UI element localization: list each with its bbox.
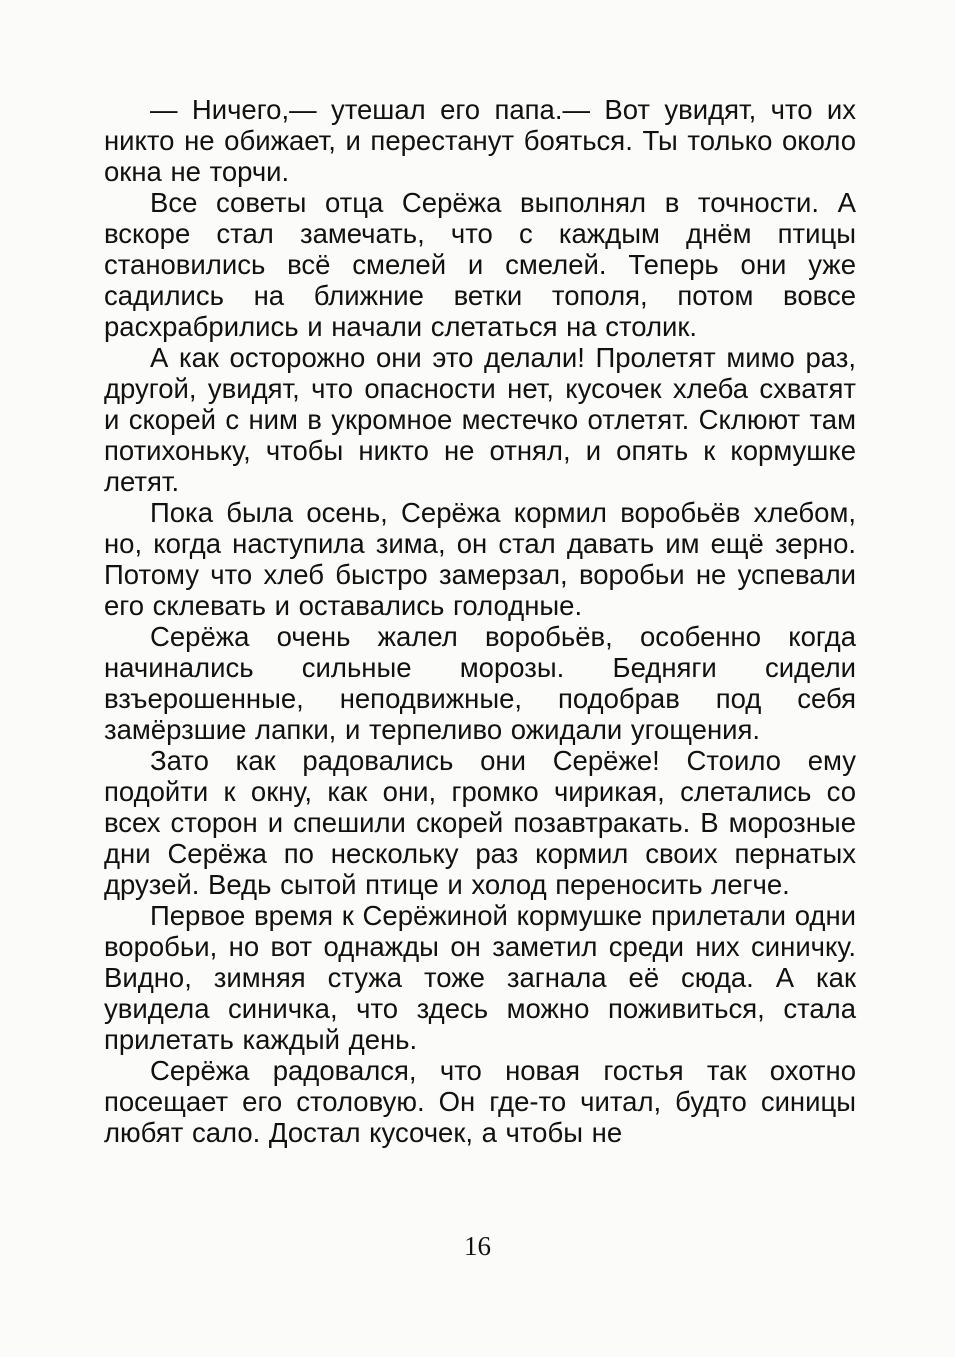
body-text (104, 94, 856, 1148)
paragraph-2: Все советы отца Серёжа выполнял в точности. А вскоре стал замечать, что с каждым днём птицы становились всё смелей и смелей. Теперь они уже садились на ближние ветки тополя, потом вовсе расхрабрились и начали слетаться на столик. (104, 187, 856, 342)
page-number: 16 (464, 1231, 491, 1261)
paragraph-8: Серёжа радовался, что новая гостья так охотно посещает его столовую. Он где-то читал, будто синицы любят сало. Достал кусочек, а чтобы не (104, 1055, 856, 1148)
paragraph-1: — Ничего,— утешал его папа.— Вот увидят, что их никто не обижает, и перестанут бояться. Ты только около окна не торчи. (104, 94, 856, 187)
paragraph-7: Первое время к Серёжиной кормушке прилетали одни воробьи, но вот однажды он заметил среди них синичку. Видно, зимняя стужа тоже загнала её сюда. А как увидела синичка, что здесь можно поживиться, стала прилетать каждый день. (104, 900, 856, 1055)
paragraph-4: Пока была осень, Серёжа кормил воробьёв хлебом, но, когда наступила зима, он стал давать им ещё зерно. Потому что хлеб быстро замерзал, воробьи не успевали его склевать и оставались голодные. (104, 497, 856, 621)
paragraph-6: Зато как радовались они Серёже! Стоило ему подойти к окну, как они, громко чирикая, слетались со всех сторон и спешили скорей позавтракать. В морозные дни Серёжа по нескольку раз кормил своих пернатых друзей. Ведь сытой птице и холод переносить легче. (104, 745, 856, 900)
paragraph-5: Серёжа очень жалел воробьёв, особенно когда начинались сильные морозы. Бедняги сидели взъерошенные, неподвижные, подобрав под себя замёрзшие лапки, и терпеливо ожидали угощения. (104, 621, 856, 745)
paragraph-3: А как осторожно они это делали! Пролетят мимо раз, другой, увидят, что опасности нет, кусочек хлеба схватят и скорей с ним в укромное местечко отлетят. Склюют там потихоньку, чтобы никто не отнял, и опять к кормушке летят. (104, 342, 856, 497)
